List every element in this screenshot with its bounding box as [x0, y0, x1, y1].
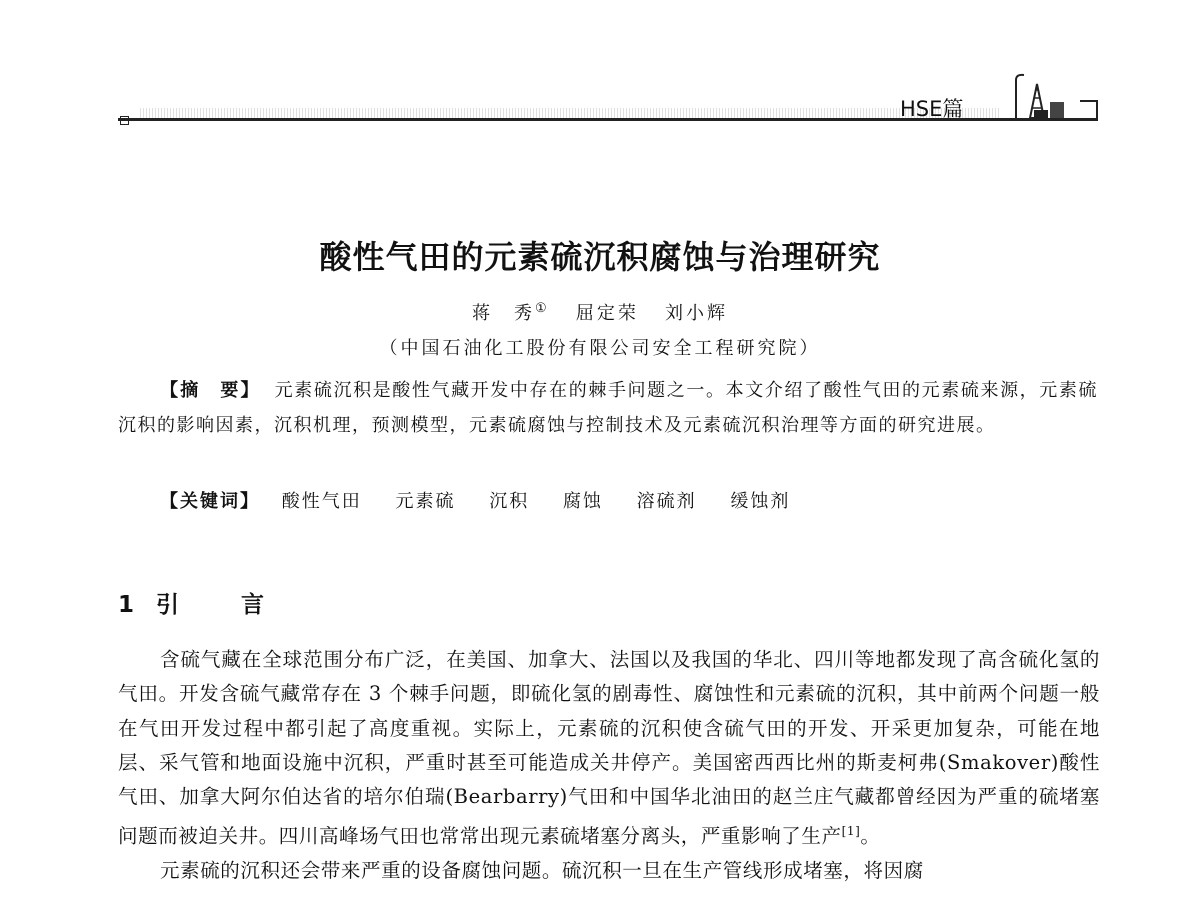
keyword: 沉积: [489, 491, 530, 512]
body-text: [118, 643, 1100, 889]
header-hatch-decoration: [140, 108, 1000, 118]
article-title: 酸性气田的元素硫沉积腐蚀与治理研究: [319, 238, 881, 276]
section-tag: HSE篇: [900, 97, 964, 121]
keyword: 酸性气田: [281, 491, 362, 512]
author-name: 刘小辉: [665, 303, 728, 324]
keyword: 腐蚀: [562, 491, 603, 512]
section-title-part: 引: [156, 592, 180, 618]
keyword: 溶硫剂: [636, 491, 697, 512]
author-name: 蒋 秀: [472, 303, 535, 324]
paragraph: [118, 643, 1100, 854]
keyword: 缓蚀剂: [730, 491, 791, 512]
author-list: [0, 299, 1200, 325]
author-name: 屈定荣: [575, 303, 639, 324]
paragraph-text: 含硫气藏在全球范围分布广泛，在美国、加拿大、法国以及我国的华北、四川等地都发现了高含硫化氢的气田。开发含硫气藏常存在 3 个棘手问题，即硫化氢的剧毒性、腐蚀性和元素硫的沉积，其中前两个问题一般在气田开发过程中都引起了高度重视。实际上，元素硫的沉积使含硫气田的开发、开采更加复杂，可能在地层、采气管和地面设施中沉积，严重时甚至可能造成关井停产。美国密西西比州的斯麦柯弗(Smakover)酸性气田、加拿大阿尔伯达省的培尔伯瑞(Bearbarry)气田和中国华北油田的赵兰庄气藏都曾经因为严重的硫堵塞问题而被迫关井。四川高峰场气田也常常出现元素硫堵塞分离头，严重影响了生产: [118, 648, 1100, 848]
header-bracket: [1080, 100, 1098, 121]
section-number: 1: [118, 592, 135, 618]
author-note: ①: [535, 301, 550, 316]
keywords: [160, 487, 816, 513]
affiliation: （中国石油化工股份有限公司安全工程研究院）: [379, 338, 821, 359]
oil-derrick-icon: [1010, 72, 1072, 122]
paragraph-end: 。: [860, 824, 881, 848]
abstract-label: 【摘 要】: [160, 380, 261, 401]
keyword: 元素硫: [395, 491, 456, 512]
citation[interactable]: [1]: [841, 824, 861, 839]
keywords-label: 【关键词】: [160, 491, 260, 512]
section-title-part: 言: [241, 592, 265, 618]
paragraph: 元素硫的沉积还会带来严重的设备腐蚀问题。硫沉积一旦在生产管线形成堵塞，将因腐: [160, 859, 924, 883]
abstract-text: 元素硫沉积是酸性气藏开发中存在的棘手问题之一。本文介绍了酸性气田的元素硫来源，元素硫沉积的影响因素，沉积机理，预测模型，元素硫腐蚀与控制技术及元素硫沉积治理等方面的研究进展。: [118, 380, 1098, 436]
section-heading: [118, 586, 264, 619]
abstract: [118, 373, 1098, 443]
